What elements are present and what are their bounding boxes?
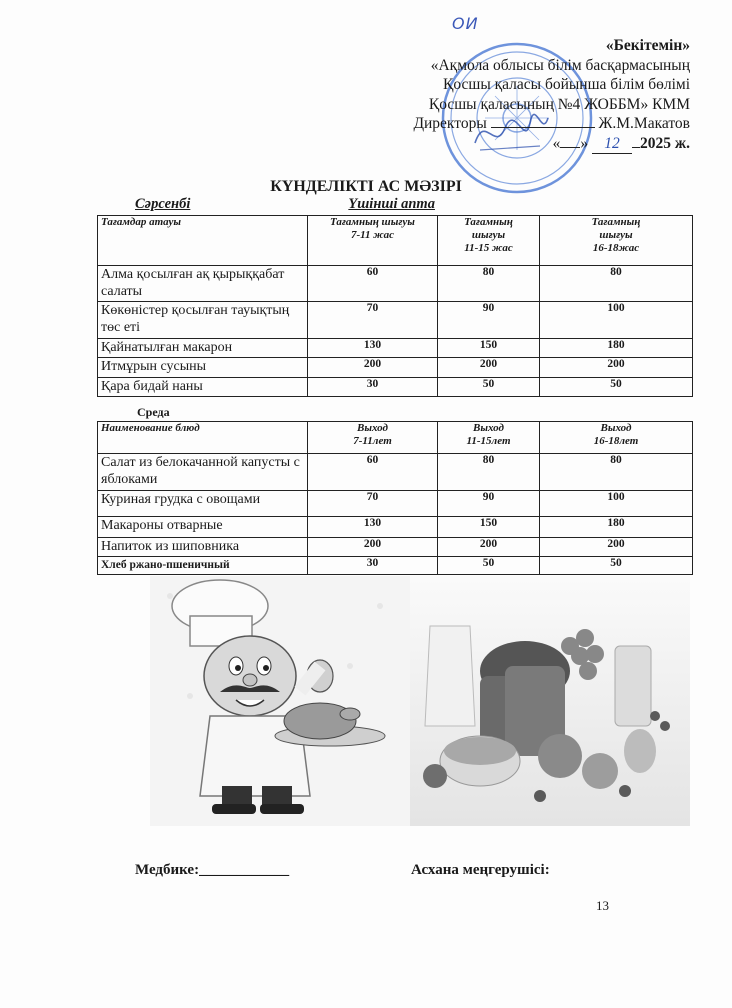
approval-line-2: Қосшы қаласы бойынша білім бөлімі — [443, 76, 690, 93]
russian-day-label: Среда — [137, 405, 170, 419]
header-age-16-18: Тағамның шығуы 16-18жас — [540, 216, 693, 266]
menu-title: КҮНДЕЛІКТІ АС МӘЗІРІ — [270, 178, 462, 195]
header-dish-name: Тағамдар атауы — [98, 216, 308, 266]
table-row: Қара бидай наны 30 50 50 — [98, 378, 693, 397]
table-row: Қайнатылған макарон 130 150 180 — [98, 339, 693, 358]
approval-line-1: «Ақмола облысы білім басқармасының — [430, 56, 690, 74]
menu-table-ru — [97, 421, 693, 575]
director-line: Директоры Ж.М.Макатов — [413, 115, 690, 132]
header-age-7-11: Тағамның шығуы 7-11 жас — [308, 216, 438, 266]
approval-line-3: Қосшы қаласының №4 ЖОББМ» КММ — [428, 95, 690, 113]
table-row: Напиток из шиповника 200 200 200 — [98, 538, 693, 557]
table-header-row — [98, 216, 693, 266]
table-row: Куриная грудка с овощами 70 90 100 — [98, 491, 693, 517]
table-row: Көкөністер қосылған тауықтың төс еті 70 90 100 — [98, 302, 693, 339]
date-line: « » 12 2025 ж. — [413, 134, 690, 155]
header-age-16-18: Выход 16-18лет — [540, 422, 693, 454]
table-row: Салат из белокачанной капусты с яблоками 60 80 80 — [98, 454, 693, 491]
page-number: 13 — [596, 898, 609, 913]
day-label: Сәрсенбі — [135, 196, 191, 212]
header-age-11-15: Выход 11-15лет — [438, 422, 540, 454]
menu-table-kz — [97, 215, 693, 397]
nurse-signature-line: Медбике:____________ — [135, 862, 290, 878]
approval-block — [413, 36, 690, 154]
handwritten-initials: ОИ — [452, 14, 479, 33]
header-age-7-11: Выход 7-11лет — [308, 422, 438, 454]
header-age-11-15: Тағамның шығуы 11-15 жас — [438, 216, 540, 266]
table-header-row — [98, 422, 693, 454]
table-row: Итмұрын сусыны 200 200 200 — [98, 358, 693, 378]
canteen-head-signature-line: Асхана меңгерушісі: — [411, 862, 550, 878]
day-week-line — [135, 196, 469, 213]
week-label: Үшінші апта — [348, 196, 435, 212]
header-dish-name: Наименование блюд — [98, 422, 308, 454]
table-row: Макароны отварные 130 150 180 — [98, 517, 693, 538]
table-row: Алма қосылған ақ қырыққабат салаты 60 80 80 — [98, 266, 693, 302]
table-row: Хлеб ржано-пшеничный 30 50 50 — [98, 557, 693, 575]
chef-illustration — [150, 576, 410, 826]
healthy-food-photo — [410, 576, 690, 826]
approval-title: «Бекітемін» — [605, 37, 690, 54]
